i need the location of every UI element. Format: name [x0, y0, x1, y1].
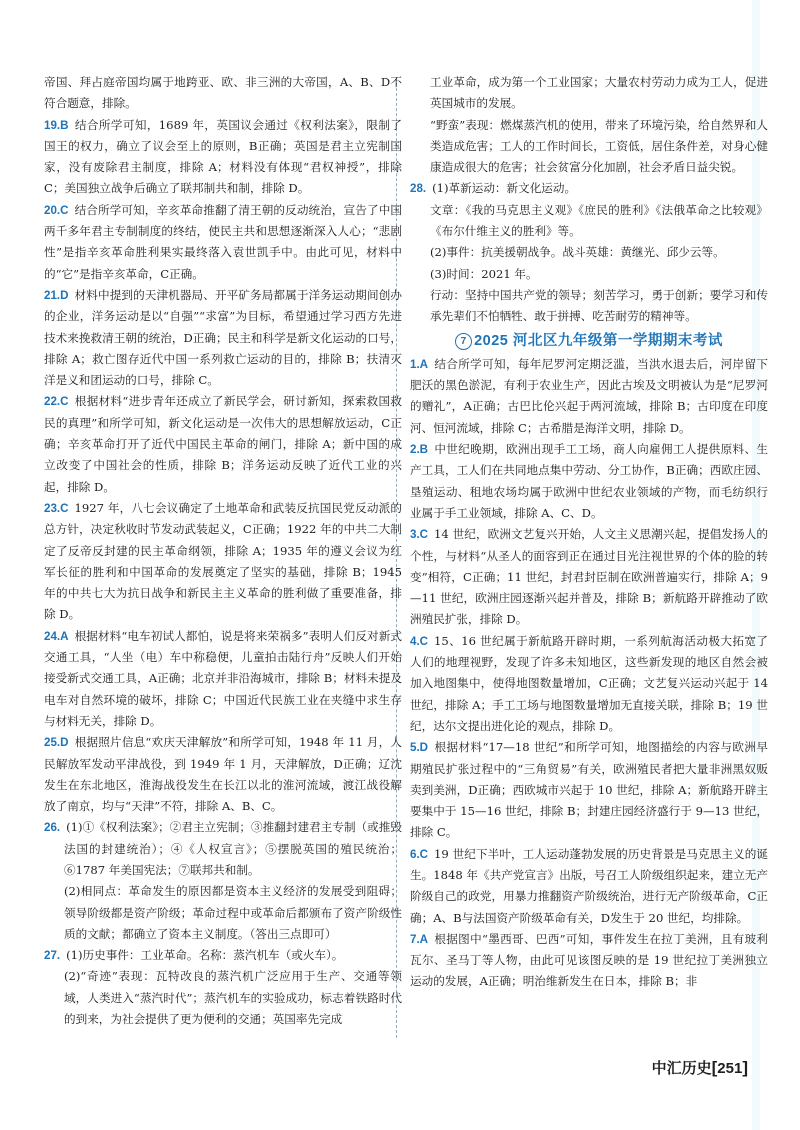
answer-entry: [44, 945, 402, 966]
answer-text: 文章：《我的马克思主义观》《庶民的胜利》《法俄革命之比较观》《布尔什维主义的胜利》等。: [430, 202, 768, 239]
answer-text: 1927 年，八七会议确定了土地革命和武装反抗国民党反动派的总方针，决定秋收时节发动武装起义，C正确；1922 年的中共二大制定了反帝反封建的民主革命纲领，排除 A；1935 年的遵义会议为红军长征的胜利和中国革命的发展奠定了坚实的基础，排除 B；1945 年的中共七大为抗日战争和新民主主义革命的胜利做了重要准备，排除 D。: [44, 500, 402, 622]
answer-text: (2)“奇迹”表现：瓦特改良的蒸汽机广泛应用于生产、交通等领域，人类进入“蒸汽时代”；蒸汽机车的实验成功，标志着铁路时代的到来，为社会提供了更为便利的交通；英国率先完成: [64, 969, 402, 1027]
question-number: 2.B: [410, 443, 429, 457]
answer-entry: [44, 200, 402, 285]
answer-text: 中世纪晚期，欧洲出现手工工场，商人向雇佣工人提供原料、生产工具，工人们在共同地点集中劳动、分工协作，B正确；西欧庄园、垦殖运动、租地农场均属于欧洲中世纪农业领域的产物，而毛纺织行业属于手工业领域，排除 A、C、D。: [410, 442, 768, 520]
answer-entry: [44, 285, 402, 391]
answer-entry: [410, 354, 768, 439]
answer-text: 根据照片信息“欢庆天津解放”和所学可知，1948 年 11 月，人民解放军发动平津战役，到 1949 年 1 月，天津解放，D正确；辽沈发生在东北地区，淮海战役发生在长江以北的淮河流域，渡江战役解放了南京，均与“天津”不符，排除 A、B、C。: [44, 735, 402, 814]
answer-text: 工业革命，成为第一个工业国家；大量农村劳动力成为工人，促进英国城市的发展。: [430, 75, 768, 111]
question-number: 6.C: [410, 847, 429, 861]
answer-entry: [410, 115, 768, 179]
answer-text: 帝国、拜占庭帝国均属于地跨亚、欧、非三洲的大帝国，A、B、D不符合题意，排除。: [44, 75, 402, 111]
answer-text: 根据材料“电车初试人都怕，说是将来荣祸多”表明人们反对新式交通工具，“人坐（电）车中称稳便，儿童拍击陆行舟”反映人们开始接受新式交通工具，A正确；北京并非沿海城市，排除 B；材料未提及电车对自然环境的破坏，排除 C；中国近代民族工业在夹缝中求生存与材料无关，排除 D。: [44, 628, 402, 728]
answer-entry: [410, 178, 768, 199]
answer-text: (2)相同点：革命发生的原因都是资本主义经济的发展受到阻碍；领导阶级都是资产阶级；革命过程中或革命后都颁布了资产阶级性质的文献；都确立了资本主义制度。（答出三点即可）: [64, 884, 402, 941]
question-number: 5.D: [410, 741, 429, 755]
answer-text: 15、16 世纪属于新航路开辟时期，一系列航海活动极大拓宽了人们的地理视野，发现了许多未知地区，这些新发现的地区自然会被加入地图集中，使得地图数量增加，C正确；文艺复兴运动兴起于 14 世纪，排除 A；手工工场与地图数量增加无直接关联，排除 B；19 世纪，达尔文提出进化论的观点，排除 D。: [410, 633, 768, 733]
answer-entry: [410, 524, 768, 630]
section-title: [410, 331, 768, 352]
answer-entry: [410, 200, 768, 243]
question-number: 1.A: [410, 357, 429, 371]
question-number: 19.B: [44, 118, 69, 132]
question-number: 28.: [410, 182, 427, 196]
right-column: [410, 72, 768, 993]
answer-text: 结合所学可知，辛亥革命推翻了清王朝的反动统治，宣告了中国两千多年君主专制制度的终结，使民主共和思想逐渐深入人心；“悲剧性”是指辛亥革命胜利果实最终落入袁世凯手中。由此可见，材料中的“它”是指辛亥革命，C正确。: [44, 202, 402, 281]
answer-entry: [410, 285, 768, 328]
section-number-badge: 7: [455, 333, 472, 350]
answer-text: 行动：坚持中国共产党的领导；刻苦学习，勇于创新；要学习和传承先辈们不怕牺牲、敢于拼搏、吃苦耐劳的精神等。: [430, 287, 768, 324]
answer-text: 结合所学可知，每年尼罗河定期泛滥，当洪水退去后，河岸留下肥沃的黑色淤泥，有利于农业生产，因此古埃及文明被认为是“尼罗河的赠礼”，A正确；古巴比伦兴起于两河流域，排除 B；古印度在印度河、恒河流域，排除 C；古希腊是海洋文明，排除 D。: [410, 356, 768, 435]
answer-entry: [44, 391, 402, 497]
question-number: 24.A: [44, 629, 69, 643]
answer-text: (3)时间：2021 年。: [430, 266, 538, 281]
answer-entry: [410, 844, 768, 929]
answer-entry: [410, 264, 768, 285]
answer-text: 根据材料“17—18 世纪”和所学可知，地图描绘的内容与欧洲早期殖民扩张过程中的“三角贸易”有关，欧洲殖民者把大量非洲黑奴贩卖到美洲，D正确；西欧城市兴起于 10 世纪，排除 A；新航路开辟主要集中于 15—16 世纪，排除 B；封建庄园经济盛行于 9—13 世纪，排除 C。: [410, 740, 768, 840]
question-number: 4.C: [410, 634, 429, 648]
answer-text: 根据图中“墨西哥、巴西”可知，事件发生在拉丁美洲，且有玻利瓦尔、圣马丁等人物，由此可见该图反映的是 19 世纪拉丁美洲独立运动的发展，A正确；明治维新发生在日本，排除 B；非: [410, 931, 768, 989]
answer-entry: [410, 439, 768, 524]
question-number: 26.: [44, 821, 61, 835]
page-bracket-open: [: [711, 1058, 718, 1077]
answer-text: (1)①《权利法案》；②君主立宪制；③推翻封建君主专制（或推毁法国的封建统治）；④《人权宣言》；⑤摆脱英国的殖民统治；⑥1787 年美国宪法；⑦联邦共和制。: [64, 820, 402, 877]
answer-text: 材料中提到的天津机器局、开平矿务局都属于洋务运动期间创办的企业，洋务运动是以“自强”“求富”为目标，希望通过学习西方先进技术来挽救清王朝的统治，D正确；民主和科学是新文化运动的口号，排除 A；救亡图存近代中国一系列救亡运动的目的，排除 B；扶清灭洋是义和团运动的口号，排除 C。: [44, 287, 402, 388]
answer-text: 根据材料“进步青年还成立了新民学会，研讨新知，探索救国救民的真理”和所学可知，新文化运动是一次伟大的思想解放运动，C正确；辛亥革命打开了近代中国民主革命的闸门，排除 A；新中国的成立改变了中国社会的性质，排除 B；洋务运动反映了近代工业的兴起，排除 D。: [44, 394, 402, 494]
question-number: 20.C: [44, 203, 69, 217]
answer-entry: [44, 626, 402, 732]
answer-entry: [44, 498, 402, 626]
answer-text: “野蛮”表现：燃煤蒸汽机的使用，带来了环境污染，给自然界和人类造成危害；工人的工作时间长，工资低，居住条件差，对身心健康造成很大的危害；社会贫富分化加剧，社会矛盾日益尖锐。: [430, 117, 768, 175]
answer-text: (1)历史事件：工业革命。名称：蒸汽机车（或火车）。: [66, 948, 344, 963]
answer-entry: [410, 737, 768, 843]
answer-entry: [44, 732, 402, 817]
answer-text: (1)革新运动：新文化运动。: [432, 181, 577, 196]
answer-entry: [44, 881, 402, 945]
answer-text: 19 世纪下半叶，工人运动蓬勃发展的历史背景是马克思主义的诞生。1848 年《共产党宣言》出版，号召工人阶级组织起来，建立无产阶级自己的政党，用暴力推翻资产阶级统治，进行无产阶级革命，C正确；A、B与法国资产阶级革命有关，D发生于 20 世纪，均排除。: [410, 846, 768, 925]
question-number: 27.: [44, 949, 61, 963]
page-bracket-close: ]: [742, 1058, 748, 1077]
section-title-text: 2025 河北区九年级第一学期期末考试: [474, 332, 723, 349]
answer-entry: [44, 966, 402, 1030]
answer-entry: [410, 242, 768, 263]
question-number: 21.D: [44, 288, 69, 302]
page-number: 251: [717, 1060, 743, 1077]
question-number: 3.C: [410, 528, 429, 542]
answer-entry: [44, 115, 402, 200]
question-number: 25.D: [44, 736, 69, 750]
answer-entry: [410, 929, 768, 993]
question-number: 7.A: [410, 932, 429, 946]
answer-entry: [410, 72, 768, 115]
question-number: 23.C: [44, 501, 69, 515]
answer-entry: [44, 817, 402, 881]
answer-text: 14 世纪，欧洲文艺复兴开始，人文主义思潮兴起，提倡发扬人的个性，与材料“从圣人的面容到正在通过目光注视世界的个体的脸的转变”相符，C正确；11 世纪，封君封臣制在欧洲普遍实行，排除 A；9—11 世纪，欧洲庄园逐渐兴起并普及，排除 B；新航路开辟推动了欧洲殖民扩张，排除 D。: [410, 527, 768, 627]
book-title: 中汇历史: [651, 1060, 712, 1077]
answer-text: 结合所学可知，1689 年，英国议会通过《权利法案》，限制了国王的权力，确立了议会至上的原则，B正确；英国是君主立宪制国家，没有废除君主制度，排除 A；材料没有体现“君权神授”，排除 C；美国独立战争后确立了联邦制共和制，排除 D。: [44, 117, 402, 196]
answer-entry: [410, 631, 768, 737]
left-column: [44, 72, 402, 1030]
page-footer: [652, 1057, 748, 1078]
answer-text: (2)事件：抗美援朝战争。战斗英雄：黄继光、邱少云等。: [430, 245, 725, 260]
question-number: 22.C: [44, 395, 69, 409]
answer-entry: [44, 72, 402, 115]
